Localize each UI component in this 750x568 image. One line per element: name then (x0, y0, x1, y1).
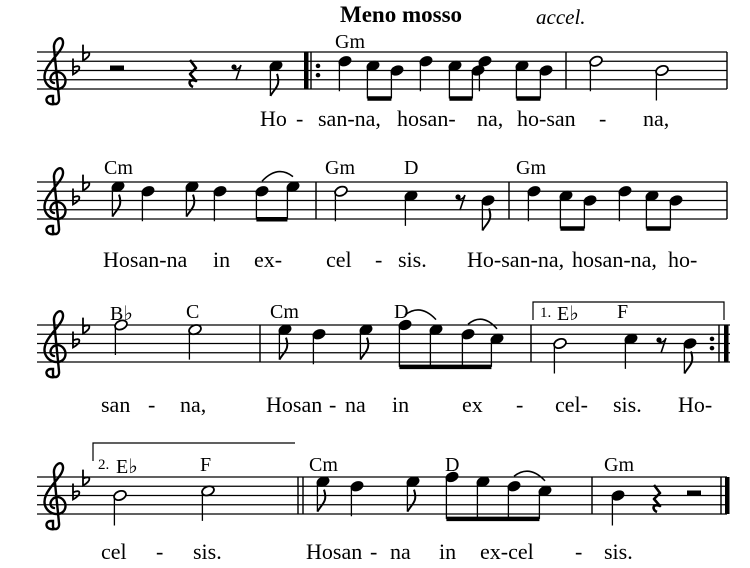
lyric-syllable: ex-cel (480, 539, 534, 564)
lyric-syllable: na (390, 539, 411, 564)
lyric-hyphen: - (375, 247, 383, 272)
chord-symbol: D (404, 157, 419, 179)
note-flag (360, 338, 368, 360)
chord-symbol: Cm (309, 454, 338, 476)
quarter-rest (190, 60, 196, 87)
chord-symbol: B♭ (110, 303, 133, 325)
lyric-syllable: na (345, 392, 366, 417)
lyric-syllable: na, (643, 106, 670, 131)
lyric-syllable: san (101, 392, 131, 417)
chord-symbol: E♭ (116, 456, 138, 478)
lyric-hyphen: - (370, 539, 378, 564)
chord-symbol: Cm (104, 157, 133, 179)
chord-symbol: D (445, 454, 460, 476)
quarter-rest (654, 485, 660, 512)
lyric-syllable: hosan-na, (572, 247, 657, 272)
lyric-syllable: Ho-san-na, (467, 247, 565, 272)
note-flag (270, 74, 278, 96)
note-flag (186, 195, 194, 217)
repeat-dot (316, 64, 321, 69)
staves (37, 52, 730, 514)
chord-symbol: Gm (335, 31, 365, 53)
lyric-syllable: ho-san (517, 106, 576, 131)
repeat-dot (316, 73, 321, 78)
repeat-dot (710, 337, 715, 342)
chord-symbol: F (200, 454, 212, 476)
slur (514, 471, 545, 481)
lyric-hyphen: - (156, 539, 164, 564)
lyric-syllable: cel (326, 247, 352, 272)
slur (262, 172, 293, 182)
tempo-marking: Meno mosso (340, 2, 463, 27)
lyric-syllable: san-na, (318, 106, 381, 131)
treble-clef-icon (45, 38, 66, 104)
volta-1-label: 1. (540, 305, 552, 321)
chord-symbol: Cm (270, 301, 299, 323)
lyric-syllable: hosan- (397, 106, 456, 131)
lyric-syllable: ex (462, 392, 483, 417)
lyric-syllable: sis. (613, 392, 642, 417)
thick-barline (725, 477, 730, 514)
repeat-dot (710, 346, 715, 351)
flat-icon (83, 45, 89, 61)
note-flag (112, 195, 120, 217)
lyric-hyphen: - (575, 539, 583, 564)
chord-symbol: C (186, 301, 200, 323)
chord-symbol: Gm (325, 157, 355, 179)
lyric-syllable: Hosan-na (103, 247, 188, 272)
lyric-hyphen: - (599, 106, 607, 131)
chord-symbol: Gm (604, 454, 634, 476)
treble-clef-icon (45, 463, 66, 529)
lyric-syllable: in (392, 392, 410, 417)
lyric-syllable: sis. (398, 247, 427, 272)
thick-barline (304, 52, 309, 89)
lyric-hyphen: - (329, 392, 337, 417)
lyric-syllable: ho- (668, 247, 698, 272)
slur (405, 310, 436, 320)
slur (468, 319, 497, 329)
treble-clef-icon (45, 168, 66, 234)
lyric-hyphen: - (296, 106, 304, 131)
lyric-syllable: Hosan (266, 392, 323, 417)
lyric-syllable: Ho (260, 106, 287, 131)
accel-marking: accel. (536, 5, 586, 29)
flat-icon (83, 318, 89, 334)
flat-icon (83, 470, 89, 486)
lyric-hyphen: - (148, 392, 156, 417)
lyric-syllable: Hosan (306, 539, 363, 564)
lyric-hyphen: - (516, 392, 524, 417)
volta-2-label: 2. (98, 457, 110, 473)
chord-symbol: Gm (516, 157, 546, 179)
lyric-syllable: Ho- (678, 392, 713, 417)
note-flag (407, 490, 415, 512)
half-rest (687, 491, 701, 496)
lyric-syllable: cel- (555, 392, 588, 417)
flat-icon (83, 175, 89, 191)
chord-symbol: E♭ (557, 303, 579, 325)
note-flag (279, 338, 287, 360)
treble-clef-icon (45, 311, 66, 377)
chord-symbol: D (394, 301, 409, 323)
thick-barline (724, 325, 729, 362)
lyric-syllable: sis. (193, 539, 222, 564)
half-rest (110, 66, 124, 71)
lyric-syllable: na, (180, 392, 207, 417)
lyric-syllable: in (213, 247, 231, 272)
chord-symbol: F (617, 301, 629, 323)
lyric-syllable: na, (477, 106, 504, 131)
lyric-syllable: in (439, 539, 457, 564)
note-flag (317, 490, 325, 512)
lyric-syllable: ex- (254, 247, 283, 272)
lyric-syllable: sis. (604, 539, 633, 564)
lyric-syllable: cel (101, 539, 127, 564)
